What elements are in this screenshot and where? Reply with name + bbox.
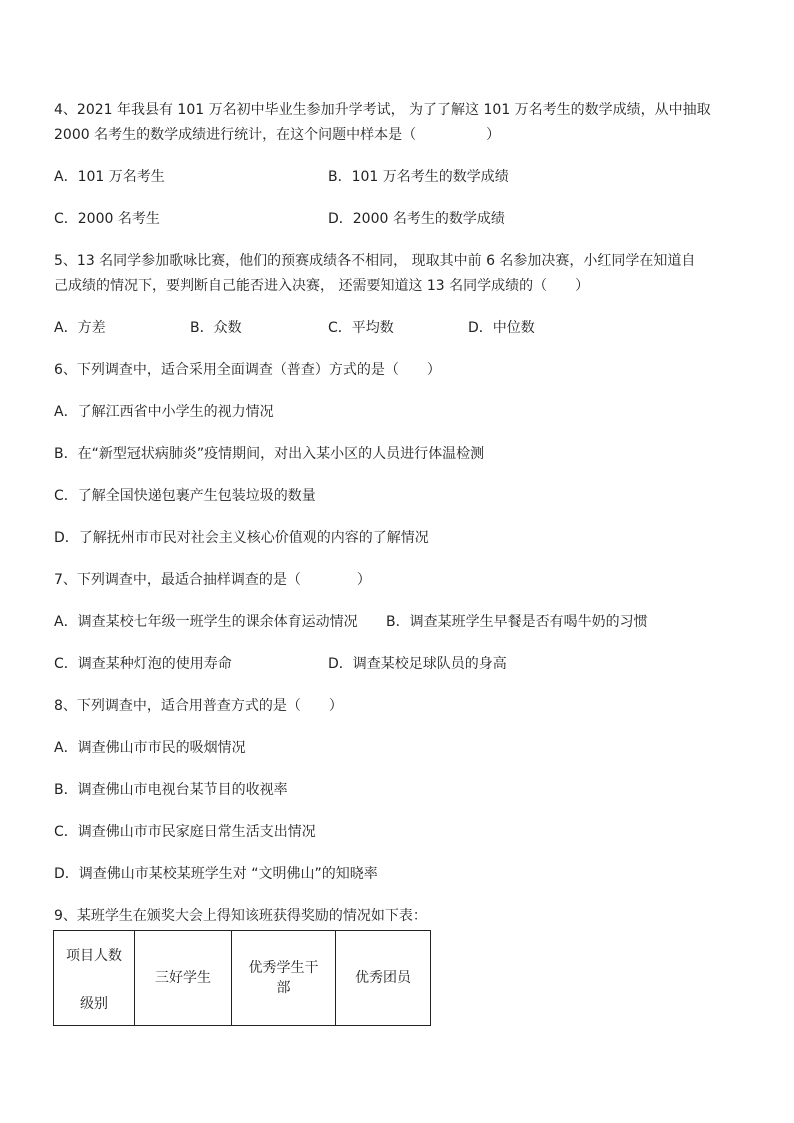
q5-option-d: D．中位数 [468,320,535,336]
cell-label-line1: 优秀学生干 [248,960,319,976]
table-cell-three-good-students [135,931,232,1026]
table-cell-excellent-cadre [232,931,336,1026]
cell-label: 三好学生 [155,970,211,986]
table-row [54,931,431,1026]
q5-stem-line1: 5、13 名同学参加歌咏比赛，他们的预赛成绩各不相同， 现取其中前 6 名参加决赛，小红同学在知道自 [54,253,696,269]
q8-option-d: D．调查佛山市某校某班学生对 “文明佛山”的知晓率 [54,866,378,882]
q8-stem: 8、下列调查中，适合用普查方式的是（ ） [54,698,343,714]
q6-option-d: D．了解抚州市市民对社会主义核心价值观的内容的了解情况 [54,530,429,546]
header-top-label: 项目人数 [66,948,122,964]
q4-stem-line2: 2000 名考生的数学成绩进行统计，在这个问题中样本是（ ） [54,127,501,143]
q7-option-b: B．调查某班学生早餐是否有喝牛奶的习惯 [386,614,648,630]
q5-option-c: C．平均数 [328,320,394,336]
q4-option-d: D．2000 名考生的数学成绩 [328,211,505,227]
cell-label-line2: 部 [276,980,291,996]
q5-option-b: B．众数 [190,320,242,336]
q8-option-a: A．调查佛山市市民的吸烟情况 [54,740,246,756]
q6-stem: 6、下列调查中，适合采用全面调查（普查）方式的是（ ） [54,362,441,378]
q7-option-d: D．调查某校足球队员的身高 [328,656,507,672]
q6-option-c: C．了解全国快递包裹产生包装垃圾的数量 [54,488,316,504]
q8-option-c: C．调查佛山市市民家庭日常生活支出情况 [54,824,316,840]
q4-option-b: B．101 万名考生的数学成绩 [328,169,509,185]
q6-option-a: A．了解江西省中小学生的视力情况 [54,404,274,420]
q4-option-c: C．2000 名考生 [54,211,160,227]
q4-option-a: A．101 万名考生 [54,169,165,185]
q4-stem-line1: 4、2021 年我县有 101 万名初中毕业生参加升学考试， 为了了解这 101 万名考生的数学成绩，从中抽取 [54,102,711,118]
q5-option-a: A．方差 [54,320,106,336]
q7-option-a: A．调查某校七年级一班学生的课余体育运动情况 [54,614,358,630]
award-table [53,930,431,1026]
q8-option-b: B．调查佛山市电视台某节目的收视率 [54,782,288,798]
q5-stem-line2: 己成绩的情况下，要判断自己能否进入决赛， 还需要知道这 13 名同学成绩的（ ） [54,278,590,294]
table-header-cell [54,931,135,1026]
q9-stem: 9、某班学生在颁奖大会上得知该班获得奖励的情况如下表： [54,908,427,924]
header-bottom-label: 级别 [80,996,108,1012]
q6-option-b: B．在“新型冠状病肺炎”疫情期间，对出入某小区的人员进行体温检测 [54,446,485,462]
q7-option-c: C．调查某种灯泡的使用寿命 [54,656,232,672]
table-cell-excellent-member [336,931,431,1026]
q7-stem: 7、下列调查中，最适合抽样调查的是（ ） [54,572,371,588]
cell-label: 优秀团员 [355,970,411,986]
